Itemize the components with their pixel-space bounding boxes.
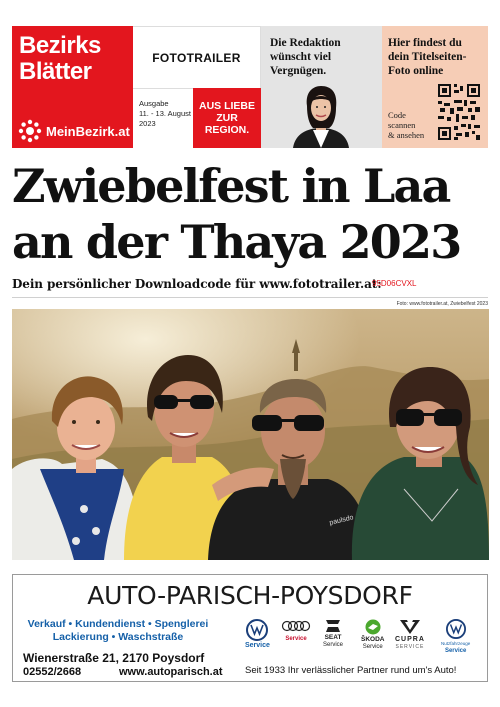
skoda-service-label: Service bbox=[362, 644, 383, 650]
issue-info bbox=[133, 88, 193, 148]
issue-dates: 11. - 13. August bbox=[139, 109, 191, 118]
logo-text-line1: Bezirks bbox=[19, 32, 101, 59]
ad-tagline: Seit 1933 Ihr verlässlicher Partner rund um's Auto! bbox=[245, 665, 457, 676]
editorial-line2: wünscht viel bbox=[270, 51, 332, 63]
qr-line2: dein Titelseiten- bbox=[388, 51, 467, 63]
issue-year: 2023 bbox=[139, 119, 156, 128]
editorial-box bbox=[261, 26, 382, 148]
slogan-line3: REGION. bbox=[204, 124, 250, 136]
seat-service-label: Service bbox=[323, 642, 344, 648]
cupra-brand bbox=[395, 619, 425, 657]
vwn-line1: Nutzfahrzeuge bbox=[441, 641, 471, 646]
qr-hint-line1: Code bbox=[388, 110, 406, 120]
cupra-logo-icon bbox=[399, 619, 421, 635]
headline bbox=[12, 158, 488, 270]
sun-icon bbox=[18, 119, 42, 143]
qr-hint-line3: & ansehen bbox=[388, 130, 425, 140]
fototrailer-box bbox=[133, 26, 261, 88]
headline-line1: Zwiebelfest in Laa bbox=[12, 159, 450, 213]
seat-label: SEAT bbox=[324, 634, 342, 641]
issue-label: Ausgabe bbox=[139, 99, 169, 108]
vw-nutzfahrzeuge-brand bbox=[441, 619, 470, 657]
divider bbox=[12, 297, 488, 298]
vwn-line2: Service bbox=[444, 648, 467, 654]
ad-services bbox=[23, 618, 213, 644]
seat-logo-icon bbox=[325, 619, 341, 633]
headline-line2: an der Thaya 2023 bbox=[12, 215, 461, 269]
vw-service-label: Service bbox=[245, 642, 270, 649]
qr-hint-line2: scannen bbox=[388, 120, 416, 130]
download-code[interactable]: 95D06CVXL bbox=[372, 279, 417, 288]
ad-website-link[interactable]: www.autoparisch.at bbox=[119, 666, 223, 678]
seat-brand bbox=[323, 619, 343, 657]
ad-services-line2: Lackierung • Waschstraße bbox=[52, 631, 184, 643]
qr-box[interactable] bbox=[382, 26, 488, 148]
svg-text:paulsdo: paulsdo bbox=[328, 514, 355, 527]
skoda-logo-icon bbox=[364, 619, 382, 635]
vw-brand bbox=[245, 619, 270, 657]
editorial-line1: Die Redaktion bbox=[270, 37, 341, 49]
audi-rings-icon bbox=[281, 619, 311, 633]
editorial-line3: Vergnügen. bbox=[270, 65, 327, 77]
vw-logo-icon bbox=[246, 619, 268, 641]
editorial-message bbox=[270, 36, 341, 78]
ad-services-line1: Verkauf • Kundendienst • Spenglerei bbox=[27, 618, 209, 630]
ad-title: AUTO-PARISCH-POYSDORF bbox=[87, 581, 413, 610]
qr-line3: Foto online bbox=[388, 65, 444, 77]
skoda-label: ŠKODA bbox=[361, 636, 385, 643]
qr-message bbox=[388, 36, 466, 78]
cupra-label: CUPRA bbox=[395, 636, 425, 643]
slogan-line1: AUS LIEBE bbox=[198, 100, 255, 112]
download-code-label: Dein persönlicher Downloadcode für www.fototrailer.at: bbox=[12, 277, 382, 291]
cover-photo bbox=[12, 309, 489, 560]
masthead bbox=[12, 26, 488, 148]
fototrailer-label: FOTOTRAILER bbox=[152, 50, 241, 65]
audi-service-label: Service bbox=[285, 636, 307, 642]
photo-credit: Foto: www.fototrailer.at, Zwiebelfest 2023 bbox=[396, 301, 488, 307]
skoda-brand bbox=[361, 619, 384, 657]
ad-phone[interactable]: 02552/2668 bbox=[23, 666, 82, 678]
ad-address: Wienerstraße 21, 2170 Poysdorf bbox=[23, 651, 205, 665]
cupra-service-label: SERVICE bbox=[395, 644, 425, 650]
vw-nutzfahrzeuge-logo-icon bbox=[446, 619, 466, 639]
slogan-box bbox=[193, 88, 261, 148]
qr-code-icon[interactable] bbox=[438, 84, 480, 140]
editor-portrait bbox=[285, 82, 357, 148]
meinbezirk-label: MeinBezirk.at bbox=[46, 123, 130, 139]
advertisement[interactable] bbox=[12, 574, 488, 682]
qr-line1: Hier findest du bbox=[388, 37, 462, 49]
slogan-line2: ZUR bbox=[216, 112, 238, 124]
qr-hint bbox=[388, 110, 424, 140]
logo-text-line2: Blätter bbox=[19, 58, 92, 85]
audi-brand bbox=[281, 619, 311, 657]
bezirksblaetter-logo[interactable] bbox=[12, 26, 133, 148]
meinbezirk-brand bbox=[18, 119, 130, 143]
